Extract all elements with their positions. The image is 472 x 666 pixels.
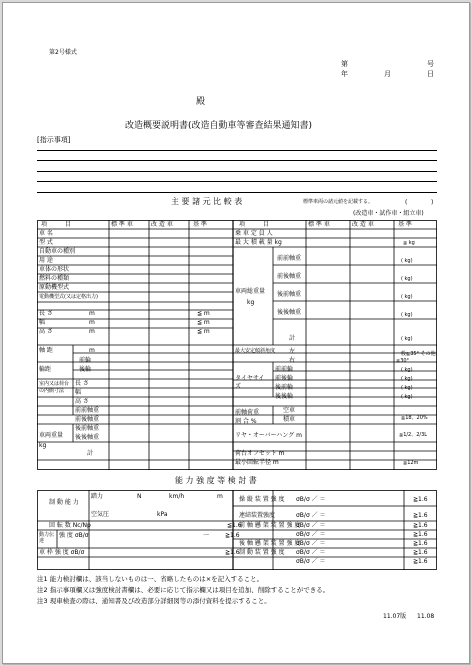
row-car-name: 車 名 — [39, 230, 53, 237]
instruction-line — [37, 171, 437, 172]
braking-label: 制 動 能 力 — [49, 499, 79, 506]
interior-length: 長 さ — [75, 380, 89, 387]
document-title: 改造概要説明書(改造自動車等審査結果通知書) — [125, 121, 313, 131]
row-model: 型 式 — [39, 239, 53, 246]
interior-width: 幅 — [75, 389, 82, 396]
footer-version: 11.07版 — [383, 613, 407, 620]
base-kg-7: ( kg) — [401, 376, 413, 382]
row-motor: 電動機型式(又は定格出力) — [39, 294, 98, 300]
row-total: 計 — [87, 450, 94, 457]
braking-unit-m: m — [217, 493, 223, 500]
footer-date: 11.08 — [417, 613, 435, 620]
braking-unit-n: N — [137, 493, 142, 500]
limit-7: ≧1.6 — [413, 558, 428, 565]
tire-rear-front: 後前輪 — [275, 384, 294, 391]
axle-rear-front: 後前軸重 — [277, 291, 302, 298]
base-kg-1: ( kg) — [401, 258, 413, 264]
base-kg-9: ( kg) — [401, 394, 413, 400]
tire-front-rear: 前後輪 — [275, 375, 294, 382]
calc-section-title: 能 力 強 度 等 検 討 書 — [175, 476, 257, 485]
limit-3: ≧1.6 — [413, 522, 428, 529]
row-vehicle-type: 自動車の種別 — [39, 248, 76, 255]
row-axle-unit: kg — [247, 299, 255, 306]
stability-right: 右 — [289, 357, 296, 364]
formula-3: σB/σ ／ ＝ — [296, 522, 326, 529]
weight-rear-rear: 後後軸重 — [75, 434, 100, 441]
year-label: 年 — [341, 70, 348, 78]
calc-table-grid — [37, 490, 437, 570]
col-std-right: 標 準 車 — [308, 221, 330, 228]
row-overhang: リヤ・オーバーハング m — [235, 432, 302, 439]
row-width: 幅 — [39, 319, 46, 326]
col-base-right: 基 準 — [398, 221, 412, 228]
row-turning: 最小回転半径 m — [235, 459, 279, 466]
limit-1: ≧1.6 — [413, 496, 428, 503]
weight-front-front: 前前軸重 — [75, 407, 100, 414]
instruction-label: [指示事項] — [37, 136, 71, 144]
stability-left: 左 — [289, 348, 296, 355]
note-1: 注1 能力検討欄は、該当しないものは一、省略したものは×を記入すること。 — [37, 575, 264, 583]
strength-limit: ≧1.6 — [225, 532, 240, 539]
formula-1: σB/σ ／ ＝ — [296, 496, 326, 503]
track-front: 前輪 — [79, 357, 92, 364]
braking-pedal: 踏力 — [91, 493, 104, 500]
row-frame: 車 枠 強 度 σB/σ — [39, 549, 85, 556]
row-axle-weight: 車両総重量 — [235, 288, 266, 295]
axle-rear-rear: 後後軸重 — [277, 309, 302, 316]
row-use: 用 途 — [39, 257, 53, 264]
row-front-load: 前軸荷重 — [235, 409, 260, 416]
row-stability: 最大安定傾斜角度 — [235, 348, 276, 354]
col-mod-left: 改 造 車 — [151, 221, 173, 228]
col-base-left: 基 準 — [193, 221, 207, 228]
strength-dash: 一 — [203, 532, 210, 539]
formula-7: σB/σ ／ ＝ — [296, 558, 326, 565]
base-kg-8: ( kg) — [401, 385, 413, 391]
interior-height: 高 さ — [75, 398, 89, 405]
base-rate: ≧18、20% — [401, 415, 428, 421]
col-item-left: 項 目 — [41, 221, 72, 228]
base-max-load: ≦ kg — [403, 240, 415, 246]
col-std-left: 標 準 車 — [111, 221, 133, 228]
row-wheelbase: 軸 距 — [39, 347, 53, 354]
base-kg-2: ( kg) — [401, 276, 413, 282]
row-track: 輪距 — [39, 366, 52, 373]
limit-4: ≧1.6 — [413, 531, 428, 538]
weight-front-rear: 前後軸重 — [75, 416, 100, 423]
base-overhang: ≦1/2、2/3L — [399, 432, 428, 438]
axle-front-front: 前前軸重 — [277, 255, 302, 262]
spec-note: 標準車両の諸元値を記載する。 — [303, 199, 374, 205]
row-fuel: 燃料の種類 — [39, 275, 70, 282]
form-number: 第2号様式 — [49, 49, 77, 56]
number-suffix: 号 — [427, 60, 434, 68]
row-vehicle-weight-unit: kg — [39, 442, 47, 449]
brake-strength-label: 制 動 装 置 強 度 — [239, 549, 285, 556]
rear-susp-label: 後 軸 懸 架 装 置 強 度 — [239, 540, 301, 547]
formula-4: σB/σ ／ ＝ — [296, 531, 326, 538]
base-kg-3: ( kg) — [401, 294, 413, 300]
tire-front-front: 前前輪 — [275, 366, 294, 373]
front-susp-label: 前 軸 懸 架 装 置 強 度 — [239, 522, 301, 529]
track-rear: 後輪 — [79, 366, 92, 373]
addressee-suffix: 殿 — [196, 97, 206, 107]
limit-5: ≧1.6 — [413, 540, 428, 547]
row-vehicle-weight: 車両重量 — [39, 432, 64, 439]
row-strength: 強 度 σB/σ — [59, 532, 89, 539]
rpm-limit: ≦1.6 — [227, 522, 242, 529]
col-mod-right: 改 造 車 — [352, 221, 374, 228]
row-rate: 割 合 % — [235, 418, 257, 425]
base-stability: 一般≧35° その他≧30° — [396, 351, 436, 364]
formula-5: σB/σ ／ ＝ — [296, 540, 326, 547]
hitch-label: 連結装置強度 — [239, 512, 276, 519]
row-height: 高 さ — [39, 328, 53, 335]
front-load-loaded: 積車 — [283, 416, 296, 423]
limit-6: ≧1.6 — [413, 549, 428, 556]
formula-2: σB/σ ／ ＝ — [296, 512, 326, 519]
row-length: 長 さ — [39, 310, 53, 317]
row-interior: 室内又は荷台の内側寸法 — [39, 381, 70, 394]
front-load-empty: 空車 — [283, 407, 296, 414]
row-max-load: 最 大 積 載 量 kg — [235, 239, 282, 246]
row-engine: 原動機型式 — [39, 284, 70, 291]
spec-note2: (改造車・試作車・組立車) — [353, 210, 424, 217]
instruction-line — [37, 192, 437, 193]
formula-6: σB/σ ／ ＝ — [296, 549, 326, 556]
steering-label: 操 縦 装 置 強 度 — [239, 496, 285, 503]
instruction-line — [37, 150, 437, 151]
number-label: 第 — [341, 60, 348, 68]
month-label: 月 — [384, 70, 391, 78]
note-2: 注2 指示事項欄又は強度検討書欄は、必要に応じて指示欄又は項目を追加、削除することができる。 — [37, 586, 330, 594]
day-label: 日 — [427, 70, 434, 78]
power-transmission-label: 動力伝達 — [39, 532, 55, 544]
bracket-open: ( — [405, 199, 408, 206]
note-3: 注3 現車検査の際は、通知書及び改造部分詳細図等の添付資料を提示すること。 — [37, 597, 271, 605]
base-kg-6: ( kg) — [401, 367, 413, 373]
instruction-line — [37, 181, 437, 182]
row-capacity: 乗 車 定 員 人 — [235, 230, 273, 237]
braking-unit-kpa: kPa — [157, 511, 168, 518]
document-page — [2, 2, 470, 664]
braking-unit-kmh: km/h — [169, 493, 185, 500]
row-body-shape: 車体の形状 — [39, 266, 70, 273]
bracket-close: ) — [431, 199, 434, 206]
tire-rear-rear: 後後輪 — [275, 393, 294, 400]
frame-limit: ≧1.6 — [225, 549, 240, 556]
unit-wheelbase: m — [89, 347, 95, 354]
limit-2: ≧1.6 — [413, 512, 428, 519]
base-kg-5: ( kg) — [401, 336, 413, 342]
base-length: ≦ m — [197, 310, 210, 317]
base-width: ≦ m — [197, 319, 210, 326]
spec-section-title: 主 要 諸 元 比 較 表 — [171, 197, 243, 206]
axle-total: 計 — [289, 335, 296, 342]
row-offset: 荷台オフセット m — [235, 450, 285, 457]
axle-front-rear: 前後軸重 — [277, 273, 302, 280]
row-tire: タイヤサイズ — [235, 375, 265, 391]
base-height: ≦ m — [197, 328, 210, 335]
base-turning: ≦12m — [403, 460, 419, 466]
braking-air: 空気圧 — [91, 511, 110, 518]
row-rpm: 回 転 数 Nc/Np — [49, 522, 91, 529]
col-item-right: 項 目 — [239, 221, 270, 228]
base-kg-4: ( kg) — [401, 312, 413, 318]
instruction-line — [37, 160, 437, 161]
unit-height: m — [89, 328, 95, 335]
weight-rear-front: 後前軸重 — [75, 425, 100, 432]
unit-length: m — [89, 310, 95, 317]
unit-width: m — [89, 319, 95, 326]
